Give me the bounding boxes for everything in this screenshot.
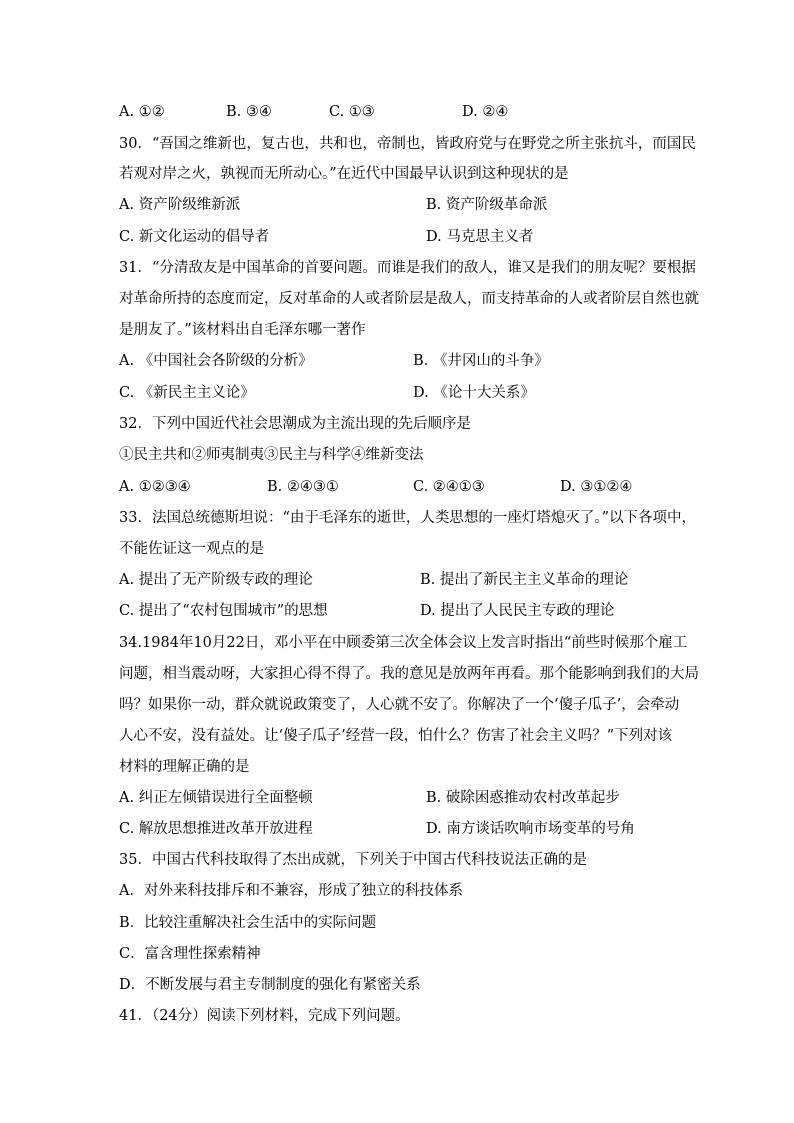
q34-stem-line-4: 人心不安，没有益处。让‘傻子瓜子’经营一段，怕什么？伤害了社会主义吗？”下列对该 [119, 728, 673, 744]
q29-option-a[interactable]: A. ①② [119, 104, 165, 120]
q34-stem-line-3: 吗？如果你一动，群众就说政策变了，人心就不安了。你解决了一个‘傻子瓜子’，会牵动 [119, 697, 680, 713]
q31-stem-line-3: 是朋友了。”该材料出自毛泽东哪一著作 [119, 322, 366, 338]
q34-stem-line-5: 材料的理解正确的是 [119, 759, 250, 775]
q32-stem-line-1: 32．下列中国近代社会思潮成为主流出现的先后顺序是 [119, 416, 471, 432]
q32-stem-line-2: ①民主共和②师夷制夷③民主与科学④维新变法 [119, 447, 424, 463]
q41-stem-line-1: 41．（24分）阅读下列材料，完成下列问题。 [119, 1008, 410, 1024]
q32-option-b[interactable]: B. ②④③① [267, 479, 339, 495]
q30-stem-line-2: 若观对岸之火，孰视而无所动心。”在近代中国最早认识到这种现状的是 [119, 166, 569, 182]
q30-option-d[interactable]: D. 马克思主义者 [426, 229, 534, 245]
q33-stem-line-1: 33．法国总统德斯坦说：“由于毛泽东的逝世，人类思想的一座灯塔熄灭了。”以下各项中， [119, 510, 697, 526]
q35-stem-line-1: 35．中国古代科技取得了杰出成就，下列关于中国古代科技说法正确的是 [119, 852, 587, 868]
q30-option-b[interactable]: B. 资产阶级革命派 [426, 197, 548, 213]
q33-option-c[interactable]: C. 提出了“农村包围城市”的思想 [119, 603, 328, 619]
q31-option-c[interactable]: C. 《新民主主义论》 [119, 385, 255, 401]
q35-option-c[interactable]: C．富含理性探索精神 [119, 946, 261, 962]
q34-option-b[interactable]: B. 破除困惑推动农村改革起步 [426, 790, 620, 806]
q35-option-d[interactable]: D．不断发展与君主专制制度的强化有紧密关系 [119, 977, 421, 993]
q29-option-b[interactable]: B. ③④ [226, 104, 272, 120]
q34-option-c[interactable]: C. 解放思想推进改革开放进程 [119, 821, 313, 837]
q34-stem-line-1: 34.1984年10月22日，邓小平在中顾委第三次全体会议上发言时指出“前些时候那个雇工 [119, 635, 688, 651]
q29-option-c[interactable]: C. ①③ [329, 104, 375, 120]
q34-option-d[interactable]: D. 南方谈话吹响市场变革的号角 [426, 821, 635, 837]
q33-stem-line-2: 不能佐证这一观点的是 [119, 541, 264, 557]
q32-option-d[interactable]: D. ③①②④ [560, 479, 633, 495]
q35-option-b[interactable]: B．比较注重解决社会生活中的实际问题 [119, 915, 377, 931]
q31-stem-line-2: 对革命所持的态度而定，反对革命的人或者阶层是敌人，而支持革命的人或者阶层自然也就 [119, 291, 699, 307]
q33-option-d[interactable]: D. 提出了人民民主专政的理论 [420, 603, 615, 619]
q32-option-a[interactable]: A. ①②③④ [119, 479, 191, 495]
q34-option-a[interactable]: A. 纠正左倾错误进行全面整顿 [119, 790, 313, 806]
q34-stem-line-2: 问题，相当震动呀，大家担心得不得了。我的意见是放两年再看。那个能影响到我们的大局 [119, 666, 699, 682]
q30-stem-line-1: 30．“吾国之维新也，复古也，共和也，帝制也，皆政府党与在野党之所主张抗斗，而国民 [119, 136, 696, 152]
q31-option-b[interactable]: B. 《井冈山的斗争》 [413, 353, 549, 369]
q30-option-a[interactable]: A. 资产阶级维新派 [119, 197, 241, 213]
q33-option-b[interactable]: B. 提出了新民主主义革命的理论 [420, 572, 629, 588]
q29-option-d[interactable]: D. ②④ [462, 104, 509, 120]
q31-stem-line-1: 31．“分清敌友是中国革命的首要问题。而谁是我们的敌人，谁又是我们的朋友呢？要根据 [119, 260, 696, 276]
q35-option-a[interactable]: A．对外来科技排斥和不兼容，形成了独立的科技体系 [119, 883, 463, 899]
q30-option-c[interactable]: C. 新文化运动的倡导者 [119, 229, 270, 245]
q31-option-d[interactable]: D. 《论十大关系》 [413, 385, 535, 401]
q31-option-a[interactable]: A. 《中国社会各阶级的分析》 [119, 353, 313, 369]
q32-option-c[interactable]: C. ②④①③ [413, 479, 485, 495]
q33-option-a[interactable]: A. 提出了无产阶级专政的理论 [119, 572, 313, 588]
